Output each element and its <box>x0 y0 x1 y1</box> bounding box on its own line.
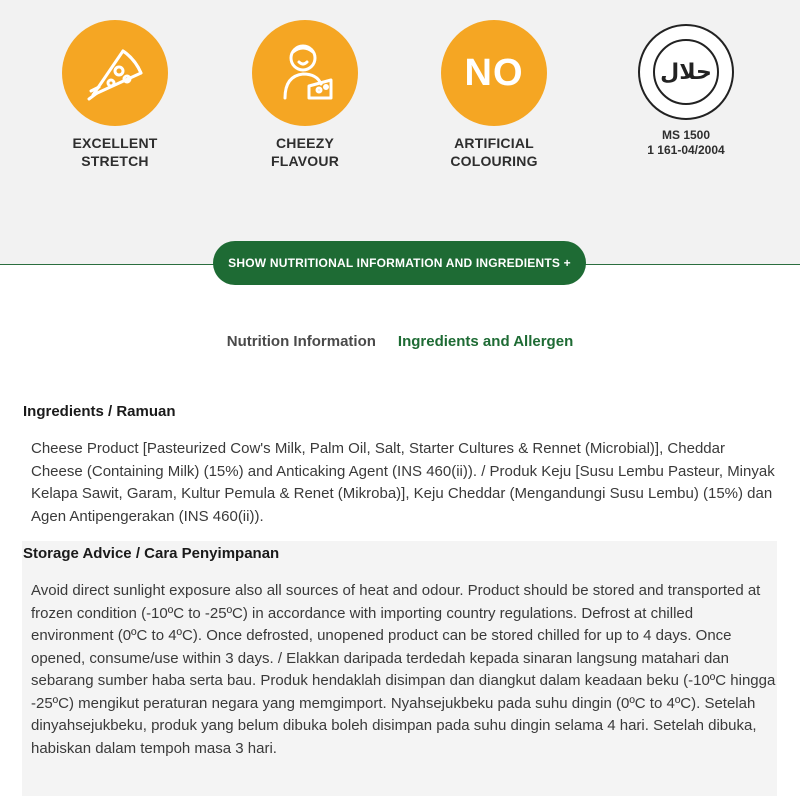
feature-no-artificial-colouring <box>419 20 569 170</box>
halal-logo-icon: حلال <box>638 24 734 120</box>
tab-nutrition-information[interactable]: Nutrition Information <box>226 333 376 350</box>
info-tabs <box>0 333 800 350</box>
feature-cheezy-flavour <box>230 20 380 170</box>
person-cheese-icon <box>252 20 358 126</box>
features-band <box>0 0 800 265</box>
halal-certification <box>611 24 761 158</box>
halal-cert-number: MS 1500 1 161-04/2004 <box>647 128 725 157</box>
pizza-slice-icon <box>62 20 168 126</box>
feature-label: ARTIFICIAL COLOURING <box>450 135 538 169</box>
no-badge-icon: NO <box>441 20 547 126</box>
feature-label: EXCELLENT STRETCH <box>72 135 158 169</box>
feature-excellent-stretch <box>40 20 190 170</box>
storage-text: Avoid direct sunlight exposure also all sources of heat and odour. Product should be stored and transported at frozen condition (-10ºC to -25ºC) in accordance with importing country regulations. Defrost at chilled environment (0ºC to 4ºC). Once defrosted, unopened product can be stored chilled for up to 4 days. Once opened, consume/use within 3 days. / Elakkan daripada terdedah kepada sinaran langsung matahari dan sebarang sumber haba serta bau. Produk hendaklah disimpan dan diangkut dalam keadaan beku (-10ºC hingga -25ºC) mengikut peraturan negara yang memgimport. Nyahsejukbeku pada suhu dingin (0ºC to 4ºC). Setelah dinyahsejukbeku, produk yang belum dibuka boleh disimpan pada suhu dingin selama 4 hari. Setelah dibuka, habiskan dalam tempoh masa 3 hari. <box>31 582 776 757</box>
feature-label: CHEEZY FLAVOUR <box>270 135 340 169</box>
storage-heading: Storage Advice / Cara Penyimpanan <box>23 545 280 562</box>
ingredients-heading: Ingredients / Ramuan <box>23 403 176 420</box>
ingredients-text: Cheese Product [Pasteurized Cow's Milk, Palm Oil, Salt, Starter Cultures & Rennet (Microbial)], Cheddar Cheese (Containing Milk) (15%) and Anticaking Agent (INS 460(ii)). / Produk Keju [Susu Lembu Pasteur, Minyak Kelapa Sawit, Garam, Kultur Pemula & Renet (Mikroba)], Keju Cheddar (Mengandungi Susu Lembu) (15%) dan Agen Antipengerakan (INS 460(ii)). <box>31 440 775 525</box>
show-nutrition-ingredients-button[interactable]: SHOW NUTRITIONAL INFORMATION AND INGREDIENTS + <box>213 241 586 285</box>
tab-ingredients-allergen[interactable]: Ingredients and Allergen <box>397 333 574 350</box>
